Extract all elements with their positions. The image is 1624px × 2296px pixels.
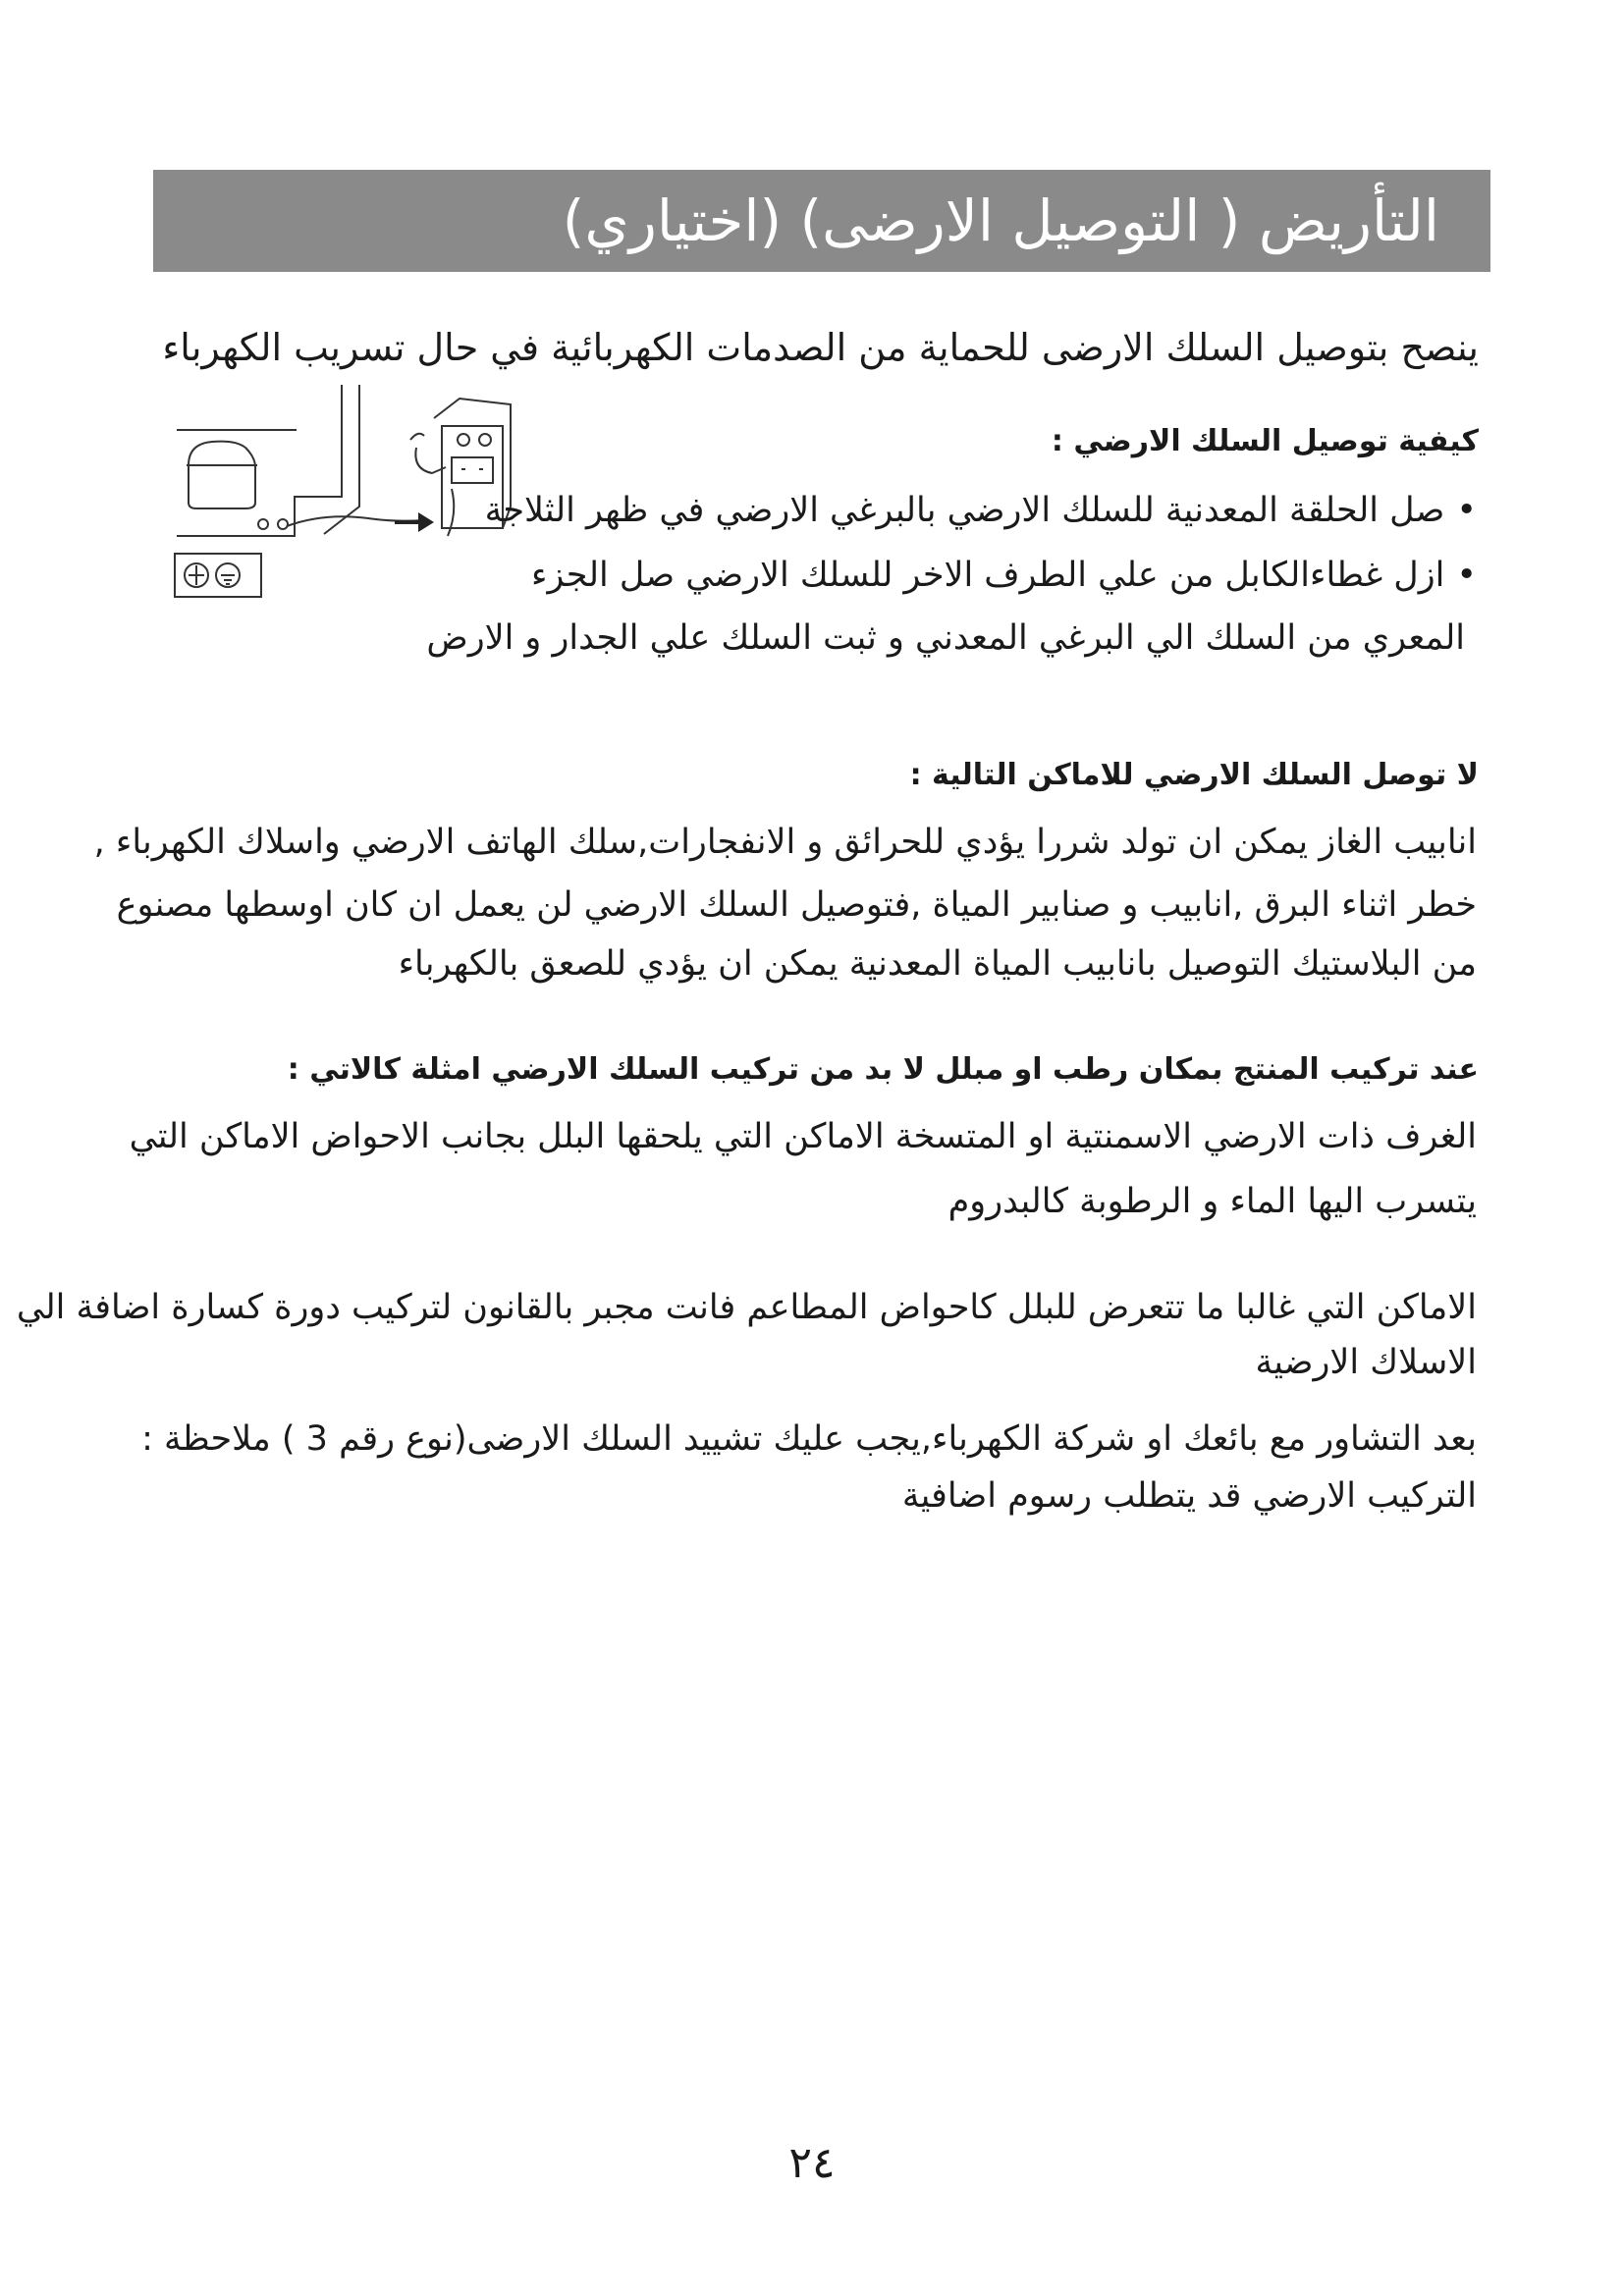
list-item-text: ازل غطاءالكابل من علي الطرف الاخر للسلك الارضي صل الجزء [531, 556, 1445, 595]
paragraph-line: من البلاستيك التوصيل بانابيب المياة المعدنية يمكن ان يؤدي للصعق بالكهرباء [398, 944, 1477, 984]
page-number: ٢٤ [788, 2138, 836, 2188]
paragraph-line: خطر اثناء البرق ,انابيب و صنابير المياة ,فتوصيل السلك الارضي لن يعمل ان كان اوسطها مصنوع [116, 885, 1477, 925]
bullet-icon: • [1456, 491, 1477, 530]
paragraph-line: بعد التشاور مع بائعك او شركة الكهرباء,يجب عليك تشييد السلك الارضى(نوع رقم 3 ) ملاحظة : [141, 1419, 1477, 1459]
intro-text: ينصح بتوصيل السلك الارضى للحماية من الصدمات الكهربائية في حال تسريب الكهرباء [162, 326, 1479, 369]
paragraph-line: التركيب الارضي قد يتطلب رسوم اضافية [901, 1476, 1477, 1516]
paragraph-line: الاسلاك الارضية [1255, 1343, 1477, 1382]
page-title: التأريض ( التوصيل الارضى) (اختياري) [153, 170, 1490, 272]
dont-connect-heading: لا توصل السلك الارضي للاماكن التالية : [909, 758, 1479, 792]
paragraph-line: الاماكن التي غالبا ما تتعرض للبلل كاحواض المطاعم فانت مجبر بالقانون لتركيب دورة كسارة اضافة الي [16, 1288, 1477, 1327]
list-item [531, 556, 1477, 595]
how-to-heading: كيفية توصيل السلك الارضي : [1051, 424, 1479, 458]
paragraph-line: الغرف ذات الارضي الاسمنتية او المتسخة الاماكن التي يلحقها البلل بجانب الاحواض الاماكن التي [129, 1117, 1477, 1156]
paragraph-line: يتسرب اليها الماء و الرطوبة كالبدروم [947, 1182, 1477, 1221]
list-item-continuation: المعري من السلك الي البرغي المعدني و ثبت السلك علي الجدار و الارض [426, 618, 1465, 658]
bullet-icon: • [1456, 556, 1477, 595]
install-heading: عند تركيب المنتج بمكان رطب او مبلل لا بد من تركيب السلك الارضي امثلة كالاتي : [287, 1052, 1479, 1087]
list-item-text: صل الحلقة المعدنية للسلك الارضي بالبرغي الارضي في ظهر الثلاجة [484, 491, 1445, 530]
list-item [485, 491, 1477, 530]
paragraph-line: انابيب الغاز يمكن ان تولد شررا يؤدي للحرائق و الانفجارات,سلك الهاتف الارضي واسلاك الكهرباء , [93, 823, 1477, 862]
